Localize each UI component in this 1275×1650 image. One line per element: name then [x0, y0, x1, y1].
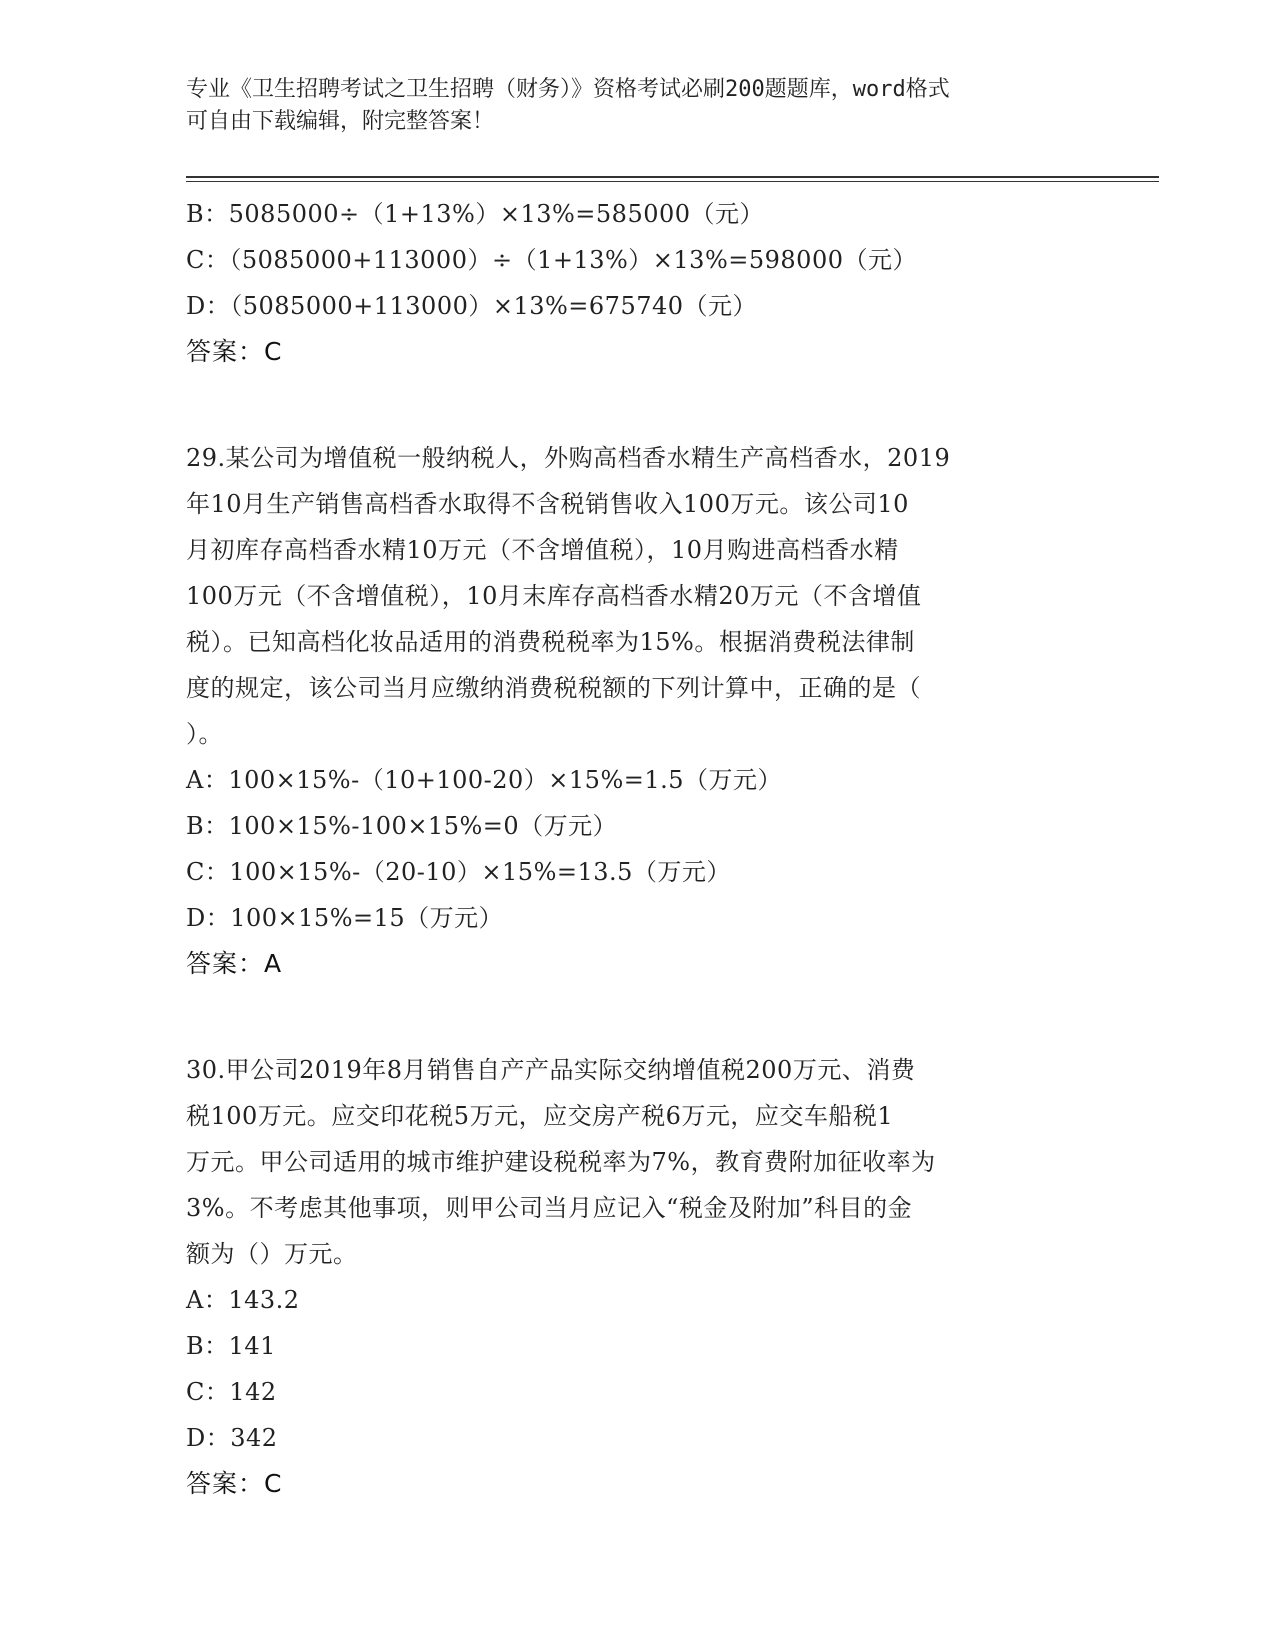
question-text-line: ）。 — [186, 720, 223, 748]
option-b: B：100×15%-100×15%=0（万元） — [186, 812, 618, 840]
question-text-line: 度的规定，该公司当月应缴纳消费税税额的下列计算中，正确的是（ — [186, 674, 921, 702]
question-text-line: 年10月生产销售高档香水取得不含税销售收入100万元。该公司10 — [186, 490, 909, 518]
header-line-2: 可自由下载编辑，附完整答案！ — [186, 109, 495, 134]
answer-line: 答案：C — [186, 1469, 283, 1498]
option-d: D：（5085000+113000）×13%=675740（元） — [186, 292, 758, 320]
question-29 — [186, 435, 1086, 987]
question-text-line: 万元。甲公司适用的城市维护建设税税率为7%，教育费附加征收率为 — [186, 1148, 936, 1176]
question-text-line: 税）。已知高档化妆品适用的消费税税率为15%。根据消费税法律制 — [186, 628, 915, 656]
spacer — [186, 987, 1086, 1047]
document-body — [186, 191, 1086, 1507]
option-b: B：141 — [186, 1332, 276, 1360]
header-line-1: 专业《卫生招聘考试之卫生招聘（财务）》资格考试必刷200题题库，word格式 — [186, 77, 950, 102]
question-text-line: 100万元（不含增值税），10月末库存高档香水精20万元（不含增值 — [186, 582, 922, 610]
option-a: A：143.2 — [186, 1286, 300, 1314]
header-divider-thin — [186, 181, 1159, 182]
question-text-line: 30.甲公司2019年8月销售自产产品实际交纳增值税200万元、消费 — [186, 1056, 916, 1084]
question-text-line: 额为（）万元。 — [186, 1240, 358, 1268]
question-text-line: 税100万元。应交印花税5万元，应交房产税6万元，应交车船税1 — [186, 1102, 894, 1130]
question-28-continued — [186, 191, 1086, 375]
header-divider-thick — [186, 176, 1159, 178]
question-text-line: 3%。不考虑其他事项，则甲公司当月应记入“税金及附加”科目的金 — [186, 1194, 913, 1222]
option-d: D：100×15%=15（万元） — [186, 904, 504, 932]
option-c: C：100×15%-（20-10）×15%=13.5（万元） — [186, 858, 731, 886]
option-c: C：142 — [186, 1378, 277, 1406]
question-text-line: 29.某公司为增值税一般纳税人，外购高档香水精生产高档香水，2019 — [186, 444, 951, 472]
answer-line: 答案：A — [186, 949, 283, 978]
question-text-line: 月初库存高档香水精10万元（不含增值税），10月购进高档香水精 — [186, 536, 899, 564]
option-a: A：100×15%-（10+100-20）×15%=1.5（万元） — [186, 766, 783, 794]
option-c: C：（5085000+113000）÷（1+13%）×13%=598000（元） — [186, 246, 917, 274]
option-b: B：5085000÷（1+13%）×13%=585000（元） — [186, 200, 765, 228]
answer-line: 答案：C — [186, 337, 283, 366]
spacer — [186, 375, 1086, 435]
question-30 — [186, 1047, 1086, 1507]
option-d: D：342 — [186, 1424, 278, 1452]
document-header — [186, 74, 1086, 138]
